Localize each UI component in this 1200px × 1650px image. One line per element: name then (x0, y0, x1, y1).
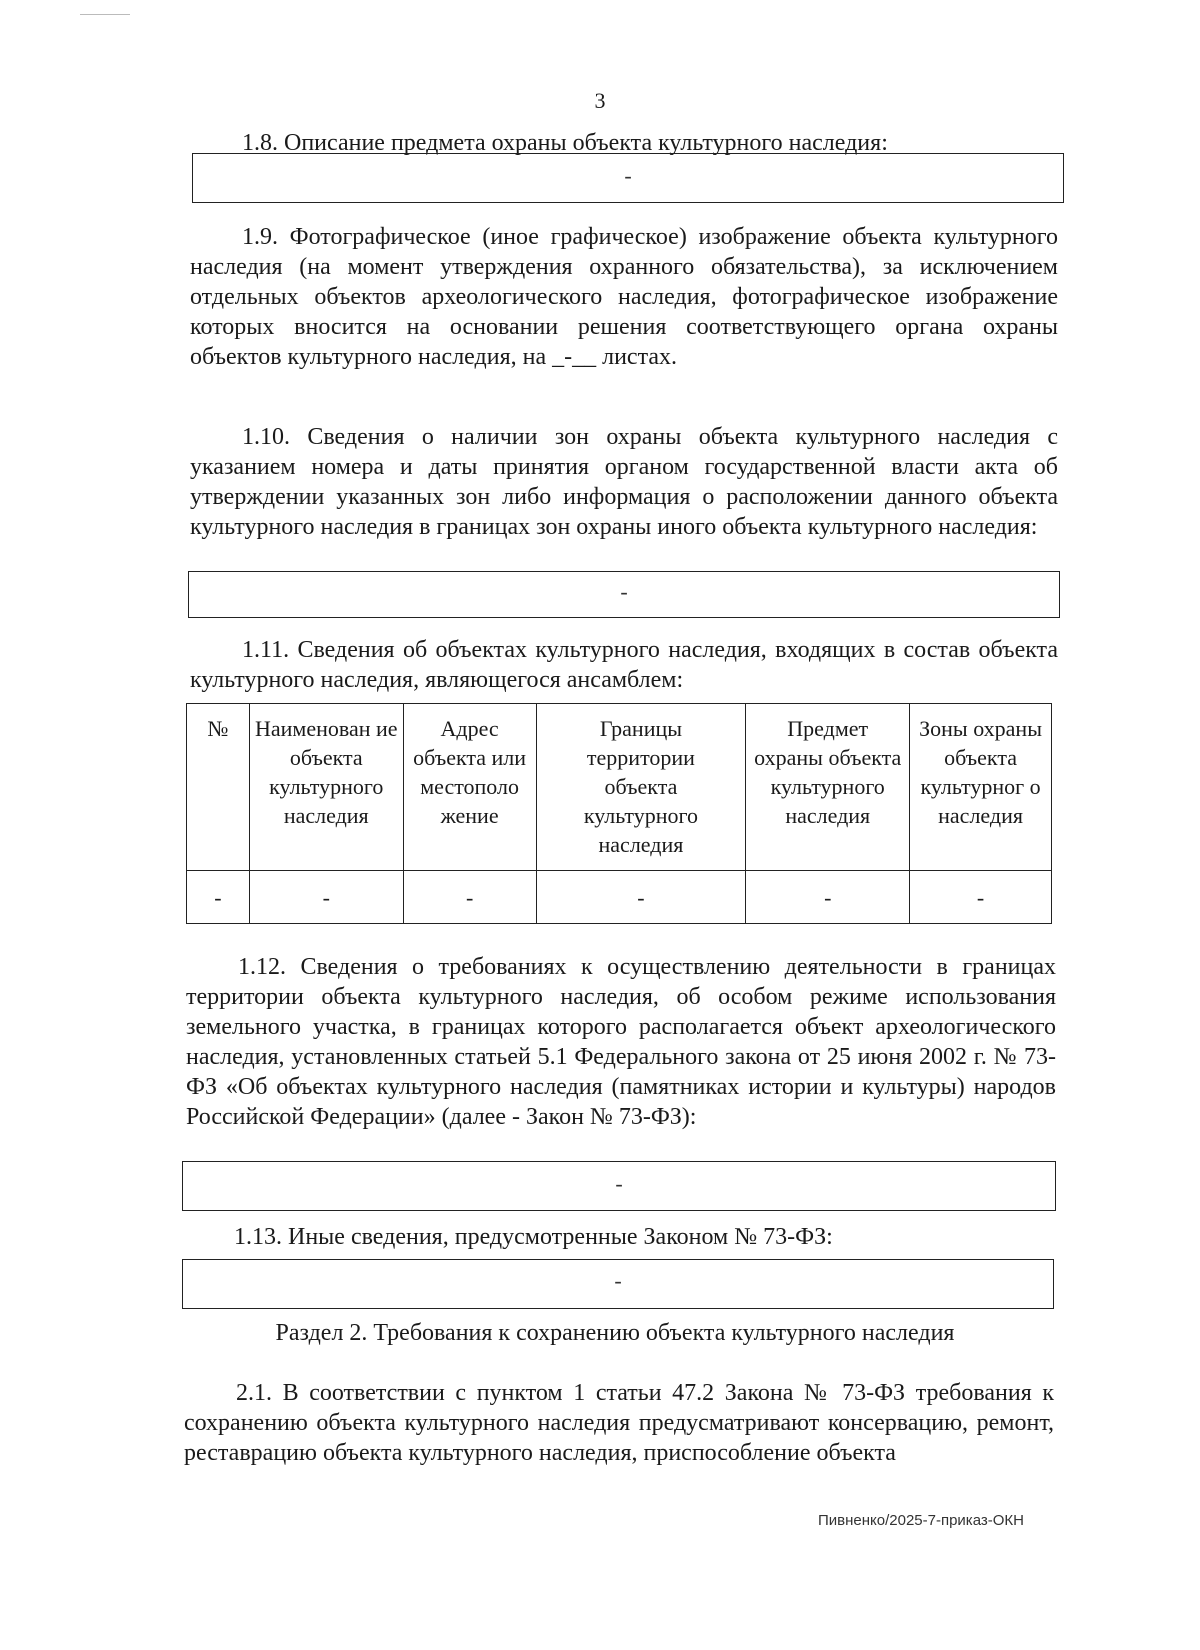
paragraph-1-12: 1.12. Сведения о требованиях к осуществлению деятельности в границах территории объекта культурного наследия, об особом режиме использования земельного участка, в границах которого располагается объект археологического наследия, установленных статьей 5.1 Федерального закона от 25 июня 2002 г. № 73-ФЗ «Об объектах культурного наследия (памятниках истории и культуры) народов Российской Федерации» (далее - Закон № 73-ФЗ): (186, 954, 1056, 1130)
table-cell: - (249, 871, 403, 924)
field-box-1-10 (188, 571, 1060, 618)
field-value: - (614, 1268, 622, 1293)
header-cell: Границы территории объекта культурного наследия (536, 704, 746, 871)
header-cell: Наименован ие объекта культурного наследия (249, 704, 403, 871)
table-row (187, 871, 1052, 924)
paragraph-1-9: 1.9. Фотографическое (иное графическое) изображение объекта культурного наследия (на момент утверждения охранного обязательства), за исключением отдельных объектов археологического наследия, фотографическое изображение которых вносится на основании решения соответствующего органа охраны объектов культурного наследия, на _-__ листах. (190, 224, 1058, 370)
table-cell: - (187, 871, 250, 924)
field-box-1-8 (192, 153, 1064, 203)
table-cell: - (536, 871, 746, 924)
paragraph-1-10: 1.10. Сведения о наличии зон охраны объекта культурного наследия с указанием номера и даты принятия органом государственной власти акта об утверждении указанных зон либо информация о расположении данного объекта культурного наследия в границах зон охраны иного объекта культурного наследия: (190, 424, 1058, 540)
header-cell: Зоны охраны объекта культурног о наследия (910, 704, 1052, 871)
ensemble-objects-table (186, 703, 1052, 924)
section-2-title: Раздел 2. Требования к сохранению объекта культурного наследия (275, 1320, 955, 1346)
paragraph-1-11: 1.11. Сведения об объектах культурного наследия, входящих в состав объекта культурного наследия, являющегося ансамблем: (190, 637, 1058, 693)
table-header-row (187, 704, 1052, 871)
paragraph-1-13: 1.13. Иные сведения, предусмотренные Законом № 73-ФЗ: (234, 1224, 833, 1250)
table-cell: - (910, 871, 1052, 924)
header-cell: Адрес объекта или местополо жение (403, 704, 536, 871)
table-cell: - (746, 871, 910, 924)
paragraph-1-8: 1.8. Описание предмета охраны объекта культурного наследия: (242, 130, 888, 156)
field-value: - (615, 1171, 623, 1196)
table-cell: - (403, 871, 536, 924)
field-box-1-12 (182, 1161, 1056, 1211)
field-value: - (620, 579, 628, 604)
header-cell: Предмет охраны объекта культурного наследия (746, 704, 910, 871)
footer-doc-code: Пивненко/2025-7-приказ-ОКН (817, 1512, 1024, 1529)
field-value: - (624, 163, 632, 188)
header-cell: № (187, 704, 250, 871)
page-number: 3 (594, 88, 606, 113)
scan-mark (80, 14, 130, 15)
field-box-1-13 (182, 1259, 1054, 1309)
paragraph-2-1: 2.1. В соответствии с пунктом 1 статьи 47.2 Закона № 73-ФЗ требования к сохранению объекта культурного наследия предусматривают консервацию, ремонт, реставрацию объекта культурного наследия, приспособление объекта (184, 1380, 1054, 1466)
